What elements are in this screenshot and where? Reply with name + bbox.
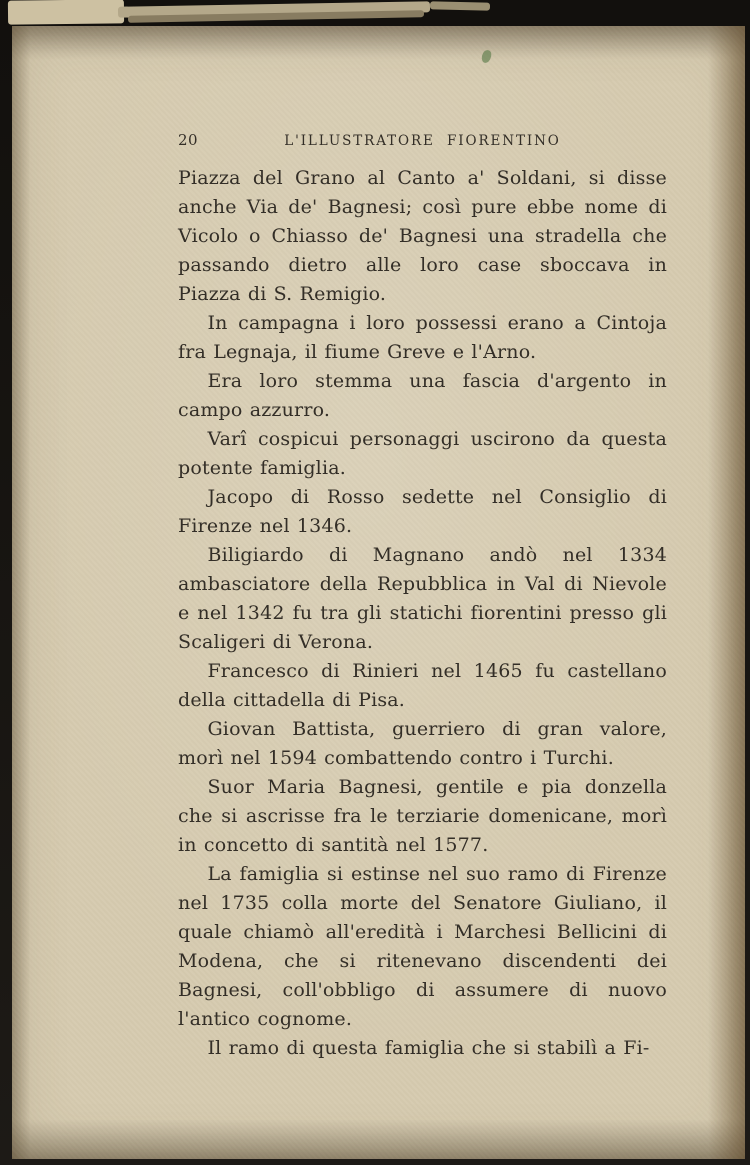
paragraph: Il ramo di questa famiglia che si stabilì a Fi- <box>207 1037 650 1059</box>
paragraph: Giovan Battista, guerriero di gran valore, morì nel 1594 combattendo contro i Turchi. <box>178 718 667 769</box>
paragraph: Varî cospicui personaggi uscirono da questa potente famiglia. <box>178 428 667 479</box>
page-number: 20 <box>178 131 199 149</box>
running-header: L'ILLUSTRATORE FIORENTINO <box>284 133 561 149</box>
paragraph: La famiglia si estinse nel suo ramo di Firenze nel 1735 colla morte del Senatore Giuliano, il quale chiamò all'eredità i Marchesi Bellicini di Modena, che si ritenevano discendenti dei Bagnesi, coll'obbligo di assumere di nuovo l'antico cognome. <box>178 863 667 1030</box>
paragraph: Francesco di Rinieri nel 1465 fu castellano della cittadella di Pisa. <box>178 660 667 711</box>
paragraph: Piazza del Grano al Canto a' Soldani, si disse anche Via de' Bagnesi; così pure ebbe nome di Vicolo o Chiasso de' Bagnesi una stradella che passando dietro alle loro case sboccava in Piazza di S. Remigio. <box>178 167 667 305</box>
paragraph: Suor Maria Bagnesi, gentile e pia donzella che si ascrisse fra le terziarie domenicane, morì in concetto di santità nel 1577. <box>178 776 667 856</box>
paragraph: Biligiardo di Magnano andò nel 1334 ambasciatore della Repubblica in Val di Nievole e nel 1342 fu tra gli statichi fiorentini presso gli Scaligeri di Verona. <box>178 544 667 653</box>
page-header <box>178 130 667 150</box>
paragraph: Jacopo di Rosso sedette nel Consiglio di Firenze nel 1346. <box>178 486 667 537</box>
paragraph: Era loro stemma una fascia d'argento in campo azzurro. <box>178 370 667 421</box>
page-edge-stack <box>430 1 490 10</box>
page-edge-stack <box>8 0 124 25</box>
book-page <box>12 26 745 1159</box>
paragraph: In campagna i loro possessi erano a Cintoja fra Legnaja, il fiume Greve e l'Arno. <box>178 312 667 363</box>
ink-speck <box>481 49 493 64</box>
text-block <box>178 164 667 1063</box>
